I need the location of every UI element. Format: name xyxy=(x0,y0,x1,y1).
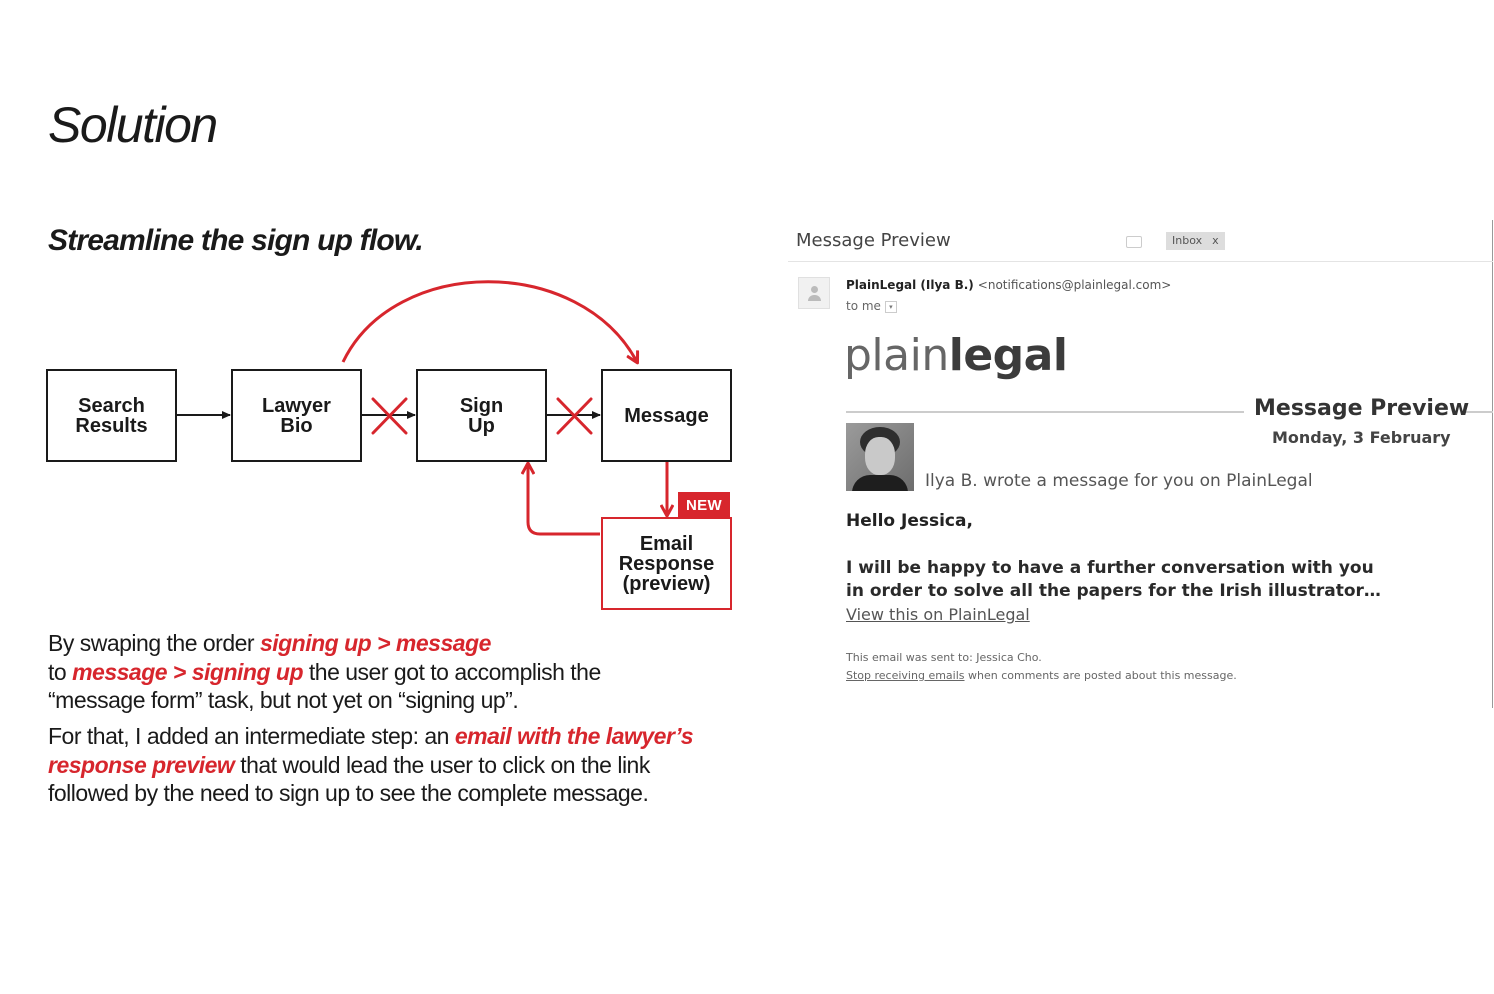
description-line xyxy=(48,629,601,658)
node-sign-up xyxy=(416,369,547,462)
node-lawyer-bio xyxy=(231,369,362,462)
sender-avatar-icon xyxy=(798,277,830,309)
text: For that, I added an intermediate step: an xyxy=(48,723,455,749)
description-line xyxy=(48,751,693,780)
wrote-message-line: Ilya B. wrote a message for you on PlainLegal xyxy=(925,471,1313,491)
recipient-text: to me xyxy=(846,299,881,313)
inbox-label-chip[interactable] xyxy=(1166,232,1225,250)
node-label: Lawyer Bio xyxy=(262,394,331,437)
text: to xyxy=(48,658,73,685)
node-label: Sign Up xyxy=(459,394,504,437)
node-search-results xyxy=(46,369,177,462)
logo-text: plain xyxy=(844,330,949,381)
sender-email: <notifications@plainlegal.com> xyxy=(977,278,1172,292)
node-label: Message xyxy=(624,404,709,427)
sent-to-note: This email was sent to: Jessica Cho. xyxy=(846,651,1042,664)
logo-text-bold: legal xyxy=(948,330,1068,381)
sender-line xyxy=(846,278,1171,292)
preview-date: Monday, 3 February xyxy=(1272,428,1451,447)
highlight-text: signing up > message xyxy=(259,630,491,656)
remove-label-icon[interactable]: x xyxy=(1212,234,1219,247)
description-line: “message form” task, but not yet on “signing up”. xyxy=(48,687,519,713)
description-paragraph-1 xyxy=(48,629,601,715)
section-subtitle: Streamline the sign up flow. xyxy=(48,224,423,257)
text: the user got to accomplish the xyxy=(303,658,601,685)
label-text: Inbox xyxy=(1172,234,1203,247)
highlight-text: email with the lawyer’s xyxy=(454,723,694,749)
node-label: Search Results xyxy=(75,394,148,437)
divider xyxy=(846,411,1244,413)
page-title: Solution xyxy=(48,97,217,153)
new-badge: NEW xyxy=(678,492,730,518)
node-email-response xyxy=(601,517,732,610)
node-label: Email Response (preview) xyxy=(618,532,715,595)
stop-receiving-link[interactable]: Stop receiving emails xyxy=(846,669,965,682)
description-paragraph-2 xyxy=(48,722,693,808)
divider xyxy=(788,261,1493,262)
label-icon[interactable] xyxy=(1126,236,1142,248)
description-line xyxy=(48,658,601,687)
unsubscribe-line xyxy=(846,669,1237,682)
arrow-email-to-signup xyxy=(528,464,600,534)
unsubscribe-text: when comments are posted about this message. xyxy=(964,669,1237,682)
arc-bio-to-message xyxy=(343,282,637,362)
recipient-line[interactable] xyxy=(846,299,897,313)
description-line xyxy=(48,722,693,751)
view-on-plainlegal-link[interactable]: View this on PlainLegal xyxy=(846,605,1030,624)
preview-title: Message Preview xyxy=(1254,396,1470,421)
email-subject: Message Preview xyxy=(796,230,951,251)
divider xyxy=(1492,220,1493,708)
highlight-text: message > signing up xyxy=(72,658,304,685)
node-message xyxy=(601,369,732,462)
message-excerpt: I will be happy to have a further conversation with you in order to solve all the papers for the Irish illustrator… xyxy=(846,558,1381,601)
greeting: Hello Jessica, xyxy=(846,511,973,531)
lawyer-photo xyxy=(846,423,914,491)
chevron-down-icon[interactable]: ▾ xyxy=(885,301,897,313)
plainlegal-logo xyxy=(844,330,1067,381)
email-preview xyxy=(788,220,1493,708)
text: that would lead the user to click on the link xyxy=(234,751,650,778)
text: By swaping the order xyxy=(48,630,260,656)
description-line: followed by the need to sign up to see the complete message. xyxy=(48,780,649,806)
sender-name: PlainLegal (Ilya B.) xyxy=(846,278,974,292)
highlight-text: response preview xyxy=(48,751,235,778)
